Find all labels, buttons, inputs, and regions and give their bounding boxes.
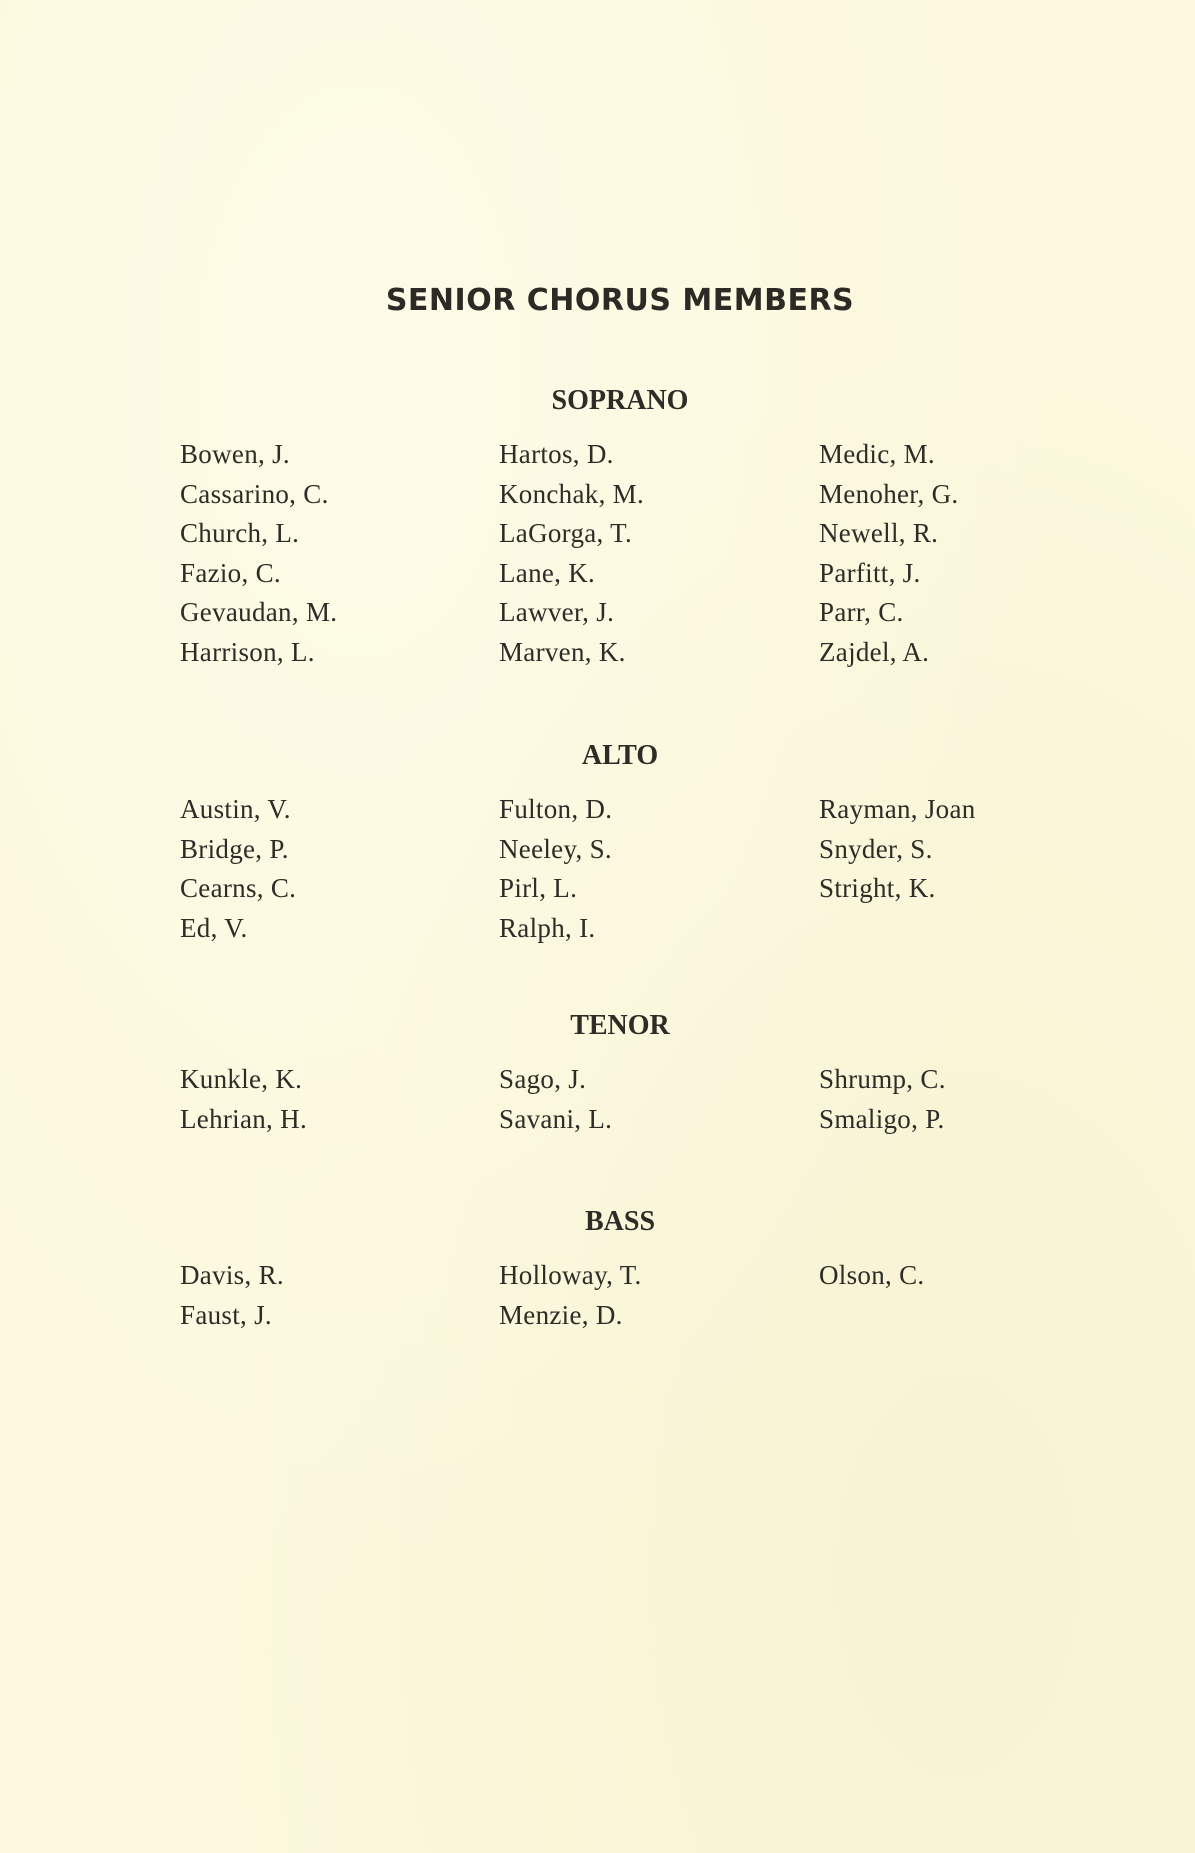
- member-name: Stright, K.: [819, 873, 936, 903]
- member-name: Harrison, L.: [180, 636, 315, 667]
- member-name: Fazio, C.: [180, 557, 281, 588]
- member-name: Newell, R.: [819, 518, 939, 548]
- bass-column-2: [499, 1256, 642, 1335]
- member-name: Cearns, C.: [180, 873, 297, 903]
- member-name: Shrump, C.: [819, 1064, 946, 1094]
- soprano-column-2: [499, 435, 644, 672]
- member-name: Bridge, P.: [180, 833, 289, 864]
- member-name: Davis, R.: [180, 1260, 284, 1290]
- member-name: Parr, C.: [819, 597, 904, 627]
- member-name: Pirl, L.: [499, 873, 578, 903]
- member-name: Ralph, I.: [499, 912, 596, 943]
- tenor-column-1: [180, 1060, 307, 1139]
- member-name: Smaligo, P.: [819, 1103, 945, 1134]
- member-name: Medic, M.: [819, 439, 935, 469]
- member-name: Faust, J.: [180, 1299, 272, 1330]
- member-name: Neeley, S.: [499, 833, 612, 864]
- member-name: Menoher, G.: [819, 478, 959, 509]
- member-name: Lane, K.: [499, 557, 596, 588]
- soprano-column-1: [180, 435, 337, 672]
- tenor-column-2: [499, 1060, 612, 1139]
- tenor-column-3: [819, 1060, 946, 1139]
- member-name: Marven, K.: [499, 636, 626, 667]
- member-name: Menzie, D.: [499, 1299, 623, 1330]
- member-name: Cassarino, C.: [180, 478, 329, 509]
- member-name: Ed, V.: [180, 912, 248, 943]
- member-name: Austin, V.: [180, 794, 291, 824]
- member-name: Parfitt, J.: [819, 557, 921, 588]
- section-heading-soprano: SOPRANO: [551, 385, 689, 416]
- member-name: Olson, C.: [819, 1260, 925, 1290]
- section-heading-alto: ALTO: [581, 740, 659, 771]
- soprano-column-3: [819, 435, 958, 672]
- member-name: Holloway, T.: [499, 1260, 642, 1290]
- member-name: Lawver, J.: [499, 597, 615, 627]
- member-name: Savani, L.: [499, 1103, 613, 1134]
- alto-column-3: [819, 790, 976, 909]
- member-name: Hartos, D.: [499, 439, 614, 469]
- page-title: SENIOR CHORUS MEMBERS: [385, 283, 855, 318]
- member-name: Rayman, Joan: [819, 794, 976, 824]
- section-heading-bass: BASS: [584, 1206, 656, 1237]
- member-name: Kunkle, K.: [180, 1064, 303, 1094]
- member-name: Fulton, D.: [499, 794, 613, 824]
- alto-column-2: [499, 790, 612, 948]
- member-name: Bowen, J.: [180, 439, 290, 469]
- section-heading-tenor: TENOR: [570, 1010, 670, 1041]
- member-name: Church, L.: [180, 518, 300, 548]
- member-name: Lehrian, H.: [180, 1103, 308, 1134]
- member-name: Sago, J.: [499, 1064, 587, 1094]
- member-name: Snyder, S.: [819, 833, 933, 864]
- bass-column-1: [180, 1256, 284, 1335]
- member-name: LaGorga, T.: [499, 518, 633, 548]
- alto-column-1: [180, 790, 296, 948]
- member-name: Gevaudan, M.: [180, 597, 338, 627]
- bass-column-3: [819, 1256, 924, 1296]
- member-name: Konchak, M.: [499, 478, 645, 509]
- member-name: Zajdel, A.: [819, 636, 930, 667]
